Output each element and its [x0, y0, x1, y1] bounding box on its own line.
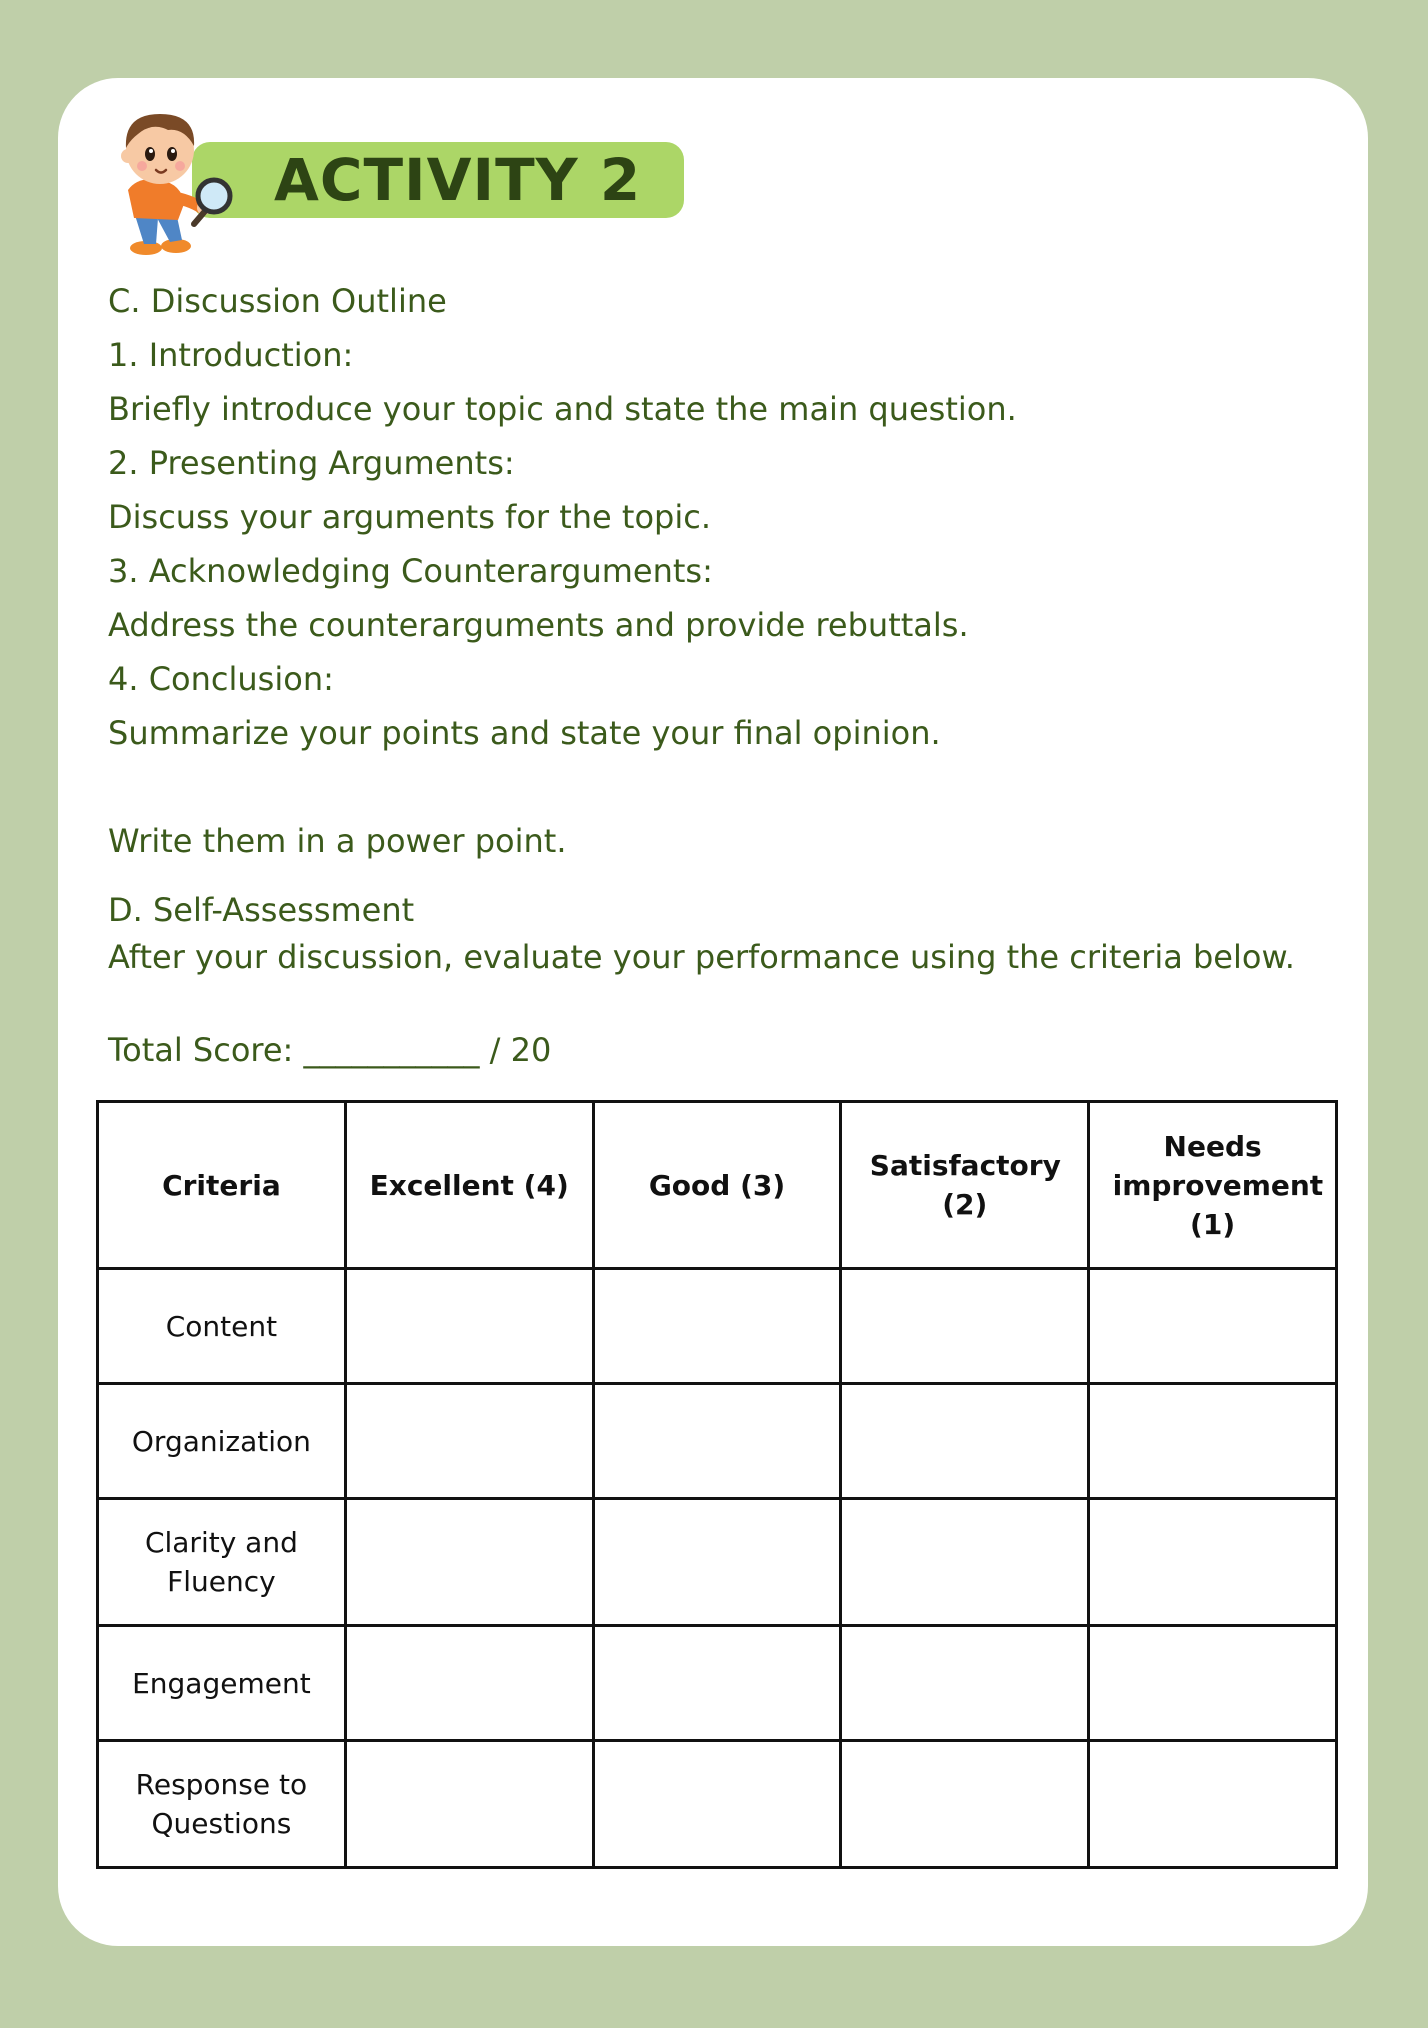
criteria-cell	[98, 1384, 346, 1499]
criteria-cell	[98, 1269, 346, 1384]
score-cell[interactable]	[841, 1269, 1089, 1384]
rubric-header-cell	[1089, 1102, 1337, 1269]
score-cell[interactable]	[1089, 1741, 1337, 1868]
table-row	[98, 1384, 1337, 1499]
rubric-table	[96, 1100, 1338, 1869]
activity-title: ACTIVITY 2	[274, 146, 642, 214]
score-cell[interactable]	[345, 1384, 593, 1499]
table-row	[98, 1499, 1337, 1626]
table-row	[98, 1269, 1337, 1384]
self-assessment-desc: After your discussion, evaluate your performance using the criteria below.	[108, 938, 1295, 976]
header-satisfactory: Satisfactory (2)	[869, 1149, 1061, 1221]
criteria-engagement: Engagement	[132, 1666, 311, 1700]
outline-item-3-title: 3. Acknowledging Counterarguments:	[108, 552, 713, 590]
outline-item-4-title: 4. Conclusion:	[108, 660, 334, 698]
section-c-heading: C. Discussion Outline	[108, 282, 447, 320]
section-d-heading: D. Self-Assessment	[108, 891, 415, 929]
criteria-cell	[98, 1499, 346, 1626]
score-cell[interactable]	[1089, 1626, 1337, 1741]
criteria-response: Response to Questions	[135, 1768, 308, 1840]
table-row	[98, 1741, 1337, 1868]
header-needs-improvement: Needs improvement (1)	[1112, 1129, 1324, 1241]
score-cell[interactable]	[345, 1626, 593, 1741]
score-cell[interactable]	[593, 1626, 841, 1741]
header-excellent: Excellent (4)	[369, 1168, 569, 1202]
total-score-line: Total Score: ___________ / 20	[108, 1031, 552, 1069]
score-cell[interactable]	[1089, 1269, 1337, 1384]
score-cell[interactable]	[345, 1741, 593, 1868]
score-cell[interactable]	[1089, 1499, 1337, 1626]
score-cell[interactable]	[841, 1741, 1089, 1868]
rubric-header-cell	[593, 1102, 841, 1269]
boy-with-magnifying-glass-icon	[98, 100, 238, 260]
score-cell[interactable]	[841, 1499, 1089, 1626]
score-cell[interactable]	[345, 1499, 593, 1626]
rubric-header-cell	[98, 1102, 346, 1269]
outline-item-3-desc: Address the counterarguments and provide rebuttals.	[108, 606, 969, 644]
score-cell[interactable]	[1089, 1384, 1337, 1499]
header-criteria: Criteria	[162, 1168, 281, 1202]
instruction-text: Write them in a power point.	[108, 822, 567, 860]
rubric-header-cell	[841, 1102, 1089, 1269]
criteria-content: Content	[165, 1309, 278, 1343]
score-cell[interactable]	[345, 1269, 593, 1384]
criteria-clarity: Clarity and Fluency	[144, 1526, 298, 1598]
outline-item-2-title: 2. Presenting Arguments:	[108, 444, 515, 482]
criteria-cell	[98, 1626, 346, 1741]
outline-item-1-desc: Briefly introduce your topic and state the main question.	[108, 390, 1017, 428]
criteria-cell	[98, 1741, 346, 1868]
table-row	[98, 1626, 1337, 1741]
rubric-header-cell	[345, 1102, 593, 1269]
score-cell[interactable]	[593, 1499, 841, 1626]
criteria-organization: Organization	[131, 1424, 311, 1458]
score-cell[interactable]	[841, 1626, 1089, 1741]
score-cell[interactable]	[593, 1269, 841, 1384]
rubric-header-row	[98, 1102, 1337, 1269]
score-cell[interactable]	[841, 1384, 1089, 1499]
score-cell[interactable]	[593, 1741, 841, 1868]
outline-item-2-desc: Discuss your arguments for the topic.	[108, 498, 711, 536]
outline-item-1-title: 1. Introduction:	[108, 336, 354, 374]
header-good: Good (3)	[648, 1168, 786, 1202]
outline-item-4-desc: Summarize your points and state your final opinion.	[108, 714, 941, 752]
score-cell[interactable]	[593, 1384, 841, 1499]
